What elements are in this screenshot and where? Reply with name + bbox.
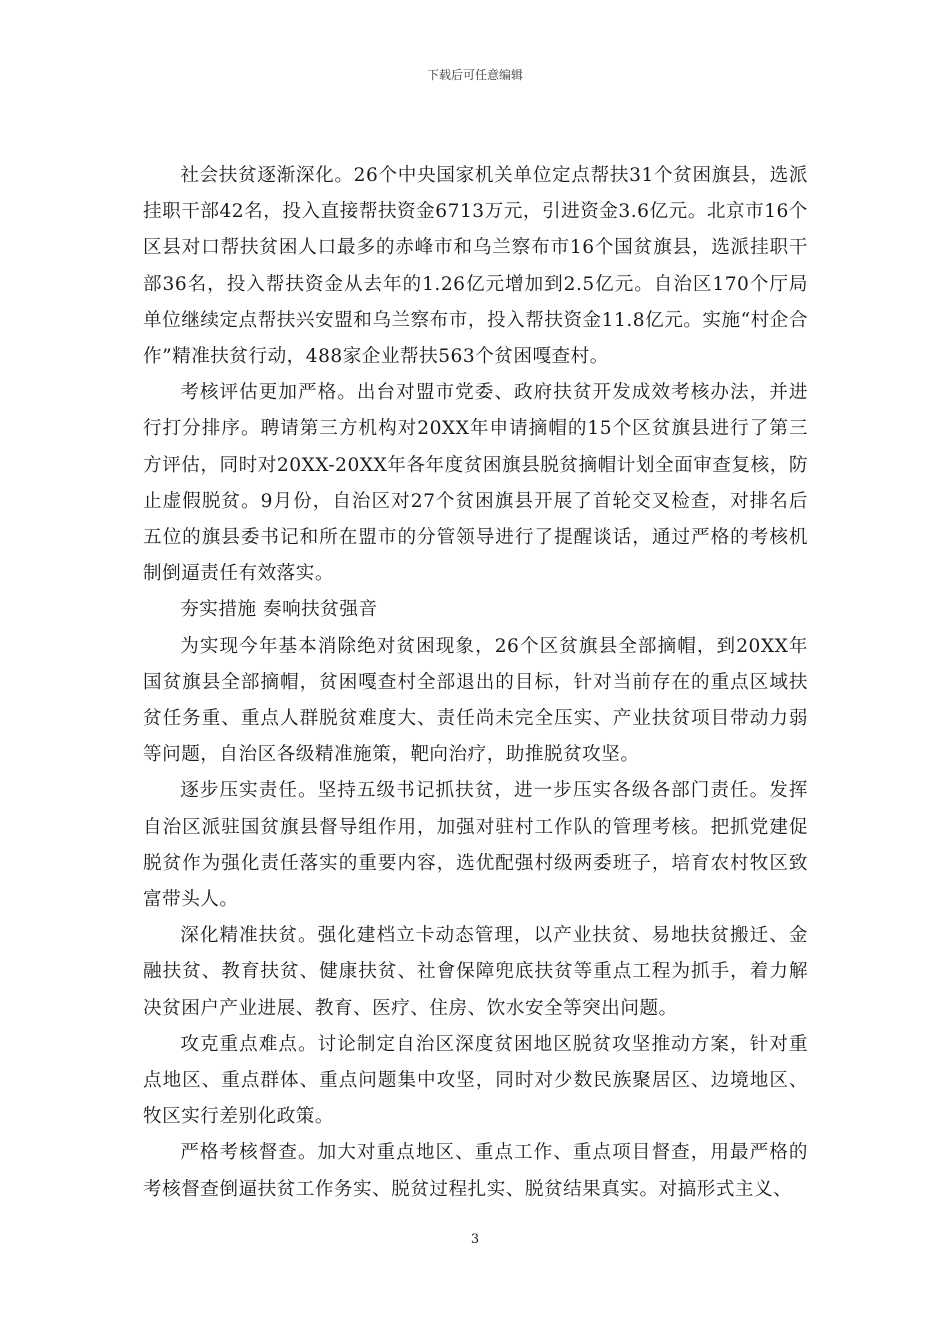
paragraph-goals: 为实现今年基本消除绝对贫困现象，26个区贫旗县全部摘帽，到20XX年国贫旗县全部摘帽，贫困嘎查村全部退出的目标，针对当前存在的重点区域扶贫任务重、重点人群脱贫难度大、责任尚未完全压实、产业扶贫项目带动力弱等问题，自治区各级精准施策，靶向治疗，助推脱贫攻坚。 [143, 635, 808, 766]
paragraph-inspection: 严格考核督查。加大对重点地区、重点工作、重点项目督查，用最严格的考核督查倒逼扶贫工作务实、脱贫过程扎实、脱贫结果真实。对搞形式主义、 [143, 1142, 808, 1200]
paragraph-assessment: 考核评估更加严格。出台对盟市党委、政府扶贫开发成效考核办法，并进行打分排序。聘请第三方机构对20XX年申请摘帽的15个区贫旗县进行了第三方评估，同时对20XX-20XX年各年度贫困旗县脱贫摘帽计划全面审查复核，防止虚假脱贫。9月份，自治区对27个贫困旗县开展了首轮交叉检查，对排名后五位的旗县委书记和所在盟市的分管领导进行了提醒谈话，通过严格的考核机制倒逼责任有效落实。 [143, 382, 808, 585]
paragraph-responsibility: 逐步压实责任。坚持五级书记抓扶贫，进一步压实各级各部门责任。发挥自治区派驻国贫旗县督导组作用，加强对驻村工作队的管理考核。把抓党建促脱贫作为强化责任落实的重要内容，选优配强村级两委班子，培育农村牧区致富带头人。 [143, 780, 808, 911]
document-body [143, 158, 808, 1208]
paragraph-social-poverty-relief: 社会扶贫逐渐深化。26个中央国家机关单位定点帮扶31个贫困旗县，选派挂职干部42名，投入直接帮扶资金6713万元，引进资金3.6亿元。北京市16个区县对口帮扶贫困人口最多的赤峰市和乌兰察布市16个国贫旗县，选派挂职干部36名，投入帮扶资金从去年的1.26亿元增加到2.5亿元。自治区170个厅局单位继续定点帮扶兴安盟和乌兰察布市，投入帮扶资金11.8亿元。实施“村企合作”精准扶贫行动，488家企业帮扶563个贫困嘎查村。 [143, 165, 808, 368]
paragraph-key-difficulties: 攻克重点难点。讨论制定自治区深度贫困地区脱贫攻坚推动方案，针对重点地区、重点群体、重点问题集中攻坚，同时对少数民族聚居区、边境地区、牧区实行差别化政策。 [143, 1033, 808, 1128]
page-number: 3 [470, 1232, 480, 1247]
page-header: 下载后可任意编辑 [426, 68, 523, 82]
paragraph-precision-relief: 深化精准扶贫。强化建档立卡动态管理，以产业扶贫、易地扶贫搬迁、金融扶贫、教育扶贫、健康扶贫、社會保障兜底扶贫等重点工程为抓手，着力解决贫困户产业进展、教育、医疗、住房、饮水安全等突出问题。 [143, 925, 808, 1019]
section-heading: 夯实措施 奏响扶贫强音 [180, 599, 378, 621]
